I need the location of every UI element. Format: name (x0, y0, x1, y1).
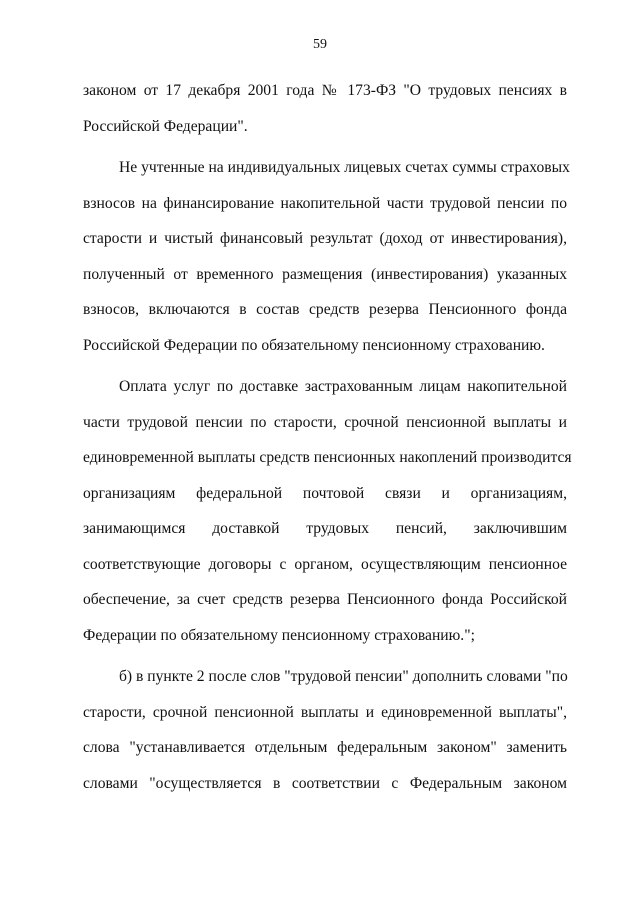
text-line: б) в пункте 2 после слов "трудовой пенсии" дополнить словами "по (119, 668, 568, 685)
text-line: обеспечение, за счет средств резерва Пенсионного фонда Российской (83, 591, 567, 608)
text-line: организациям федеральной почтовой связи и организациям, (83, 484, 567, 502)
text-line: занимающимся доставкой трудовых пенсий, заключившим (83, 520, 567, 537)
text-line: старости, срочной пенсионной выплаты и единовременной выплаты", (83, 703, 567, 721)
text-line: Оплата услуг по доставке застрахованным лицам накопительной (119, 378, 567, 395)
text-line: единовременной выплаты средств пенсионных накоплений производится (83, 449, 572, 466)
text-line: Российской Федерации". (83, 117, 248, 135)
text-line: слова "устанавливается отдельным федеральным законом" заменить (83, 739, 567, 756)
text-line: Российской Федерации по обязательному пенсионному страхованию. (83, 336, 545, 354)
text-line: взносов, включаются в состав средств резерва Пенсионного фонда (83, 301, 567, 318)
text-line: Не учтенные на индивидуальных лицевых счетах суммы страховых (119, 159, 570, 176)
text-line: соответствующие договоры с органом, осуществляющим пенсионное (83, 555, 567, 573)
text-line: законом от 17 декабря 2001 года № 173-ФЗ "О трудовых пенсиях в (83, 82, 567, 99)
document-body (83, 73, 572, 801)
text-line: взносов на финансирование накопительной части трудовой пенсии по (83, 194, 567, 212)
text-line: старости и чистый финансовый результат (доход от инвестирования), (83, 230, 567, 247)
text-line: Федерации по обязательному пенсионному страхованию."; (83, 626, 475, 644)
text-line: словами "осуществляется в соответствии с Федеральным законом (83, 774, 567, 792)
text-line: части трудовой пенсии по старости, срочной пенсионной выплаты и (83, 413, 567, 431)
page-number: 59 (313, 37, 327, 52)
text-line: полученный от временного размещения (инвестирования) указанных (83, 265, 567, 283)
